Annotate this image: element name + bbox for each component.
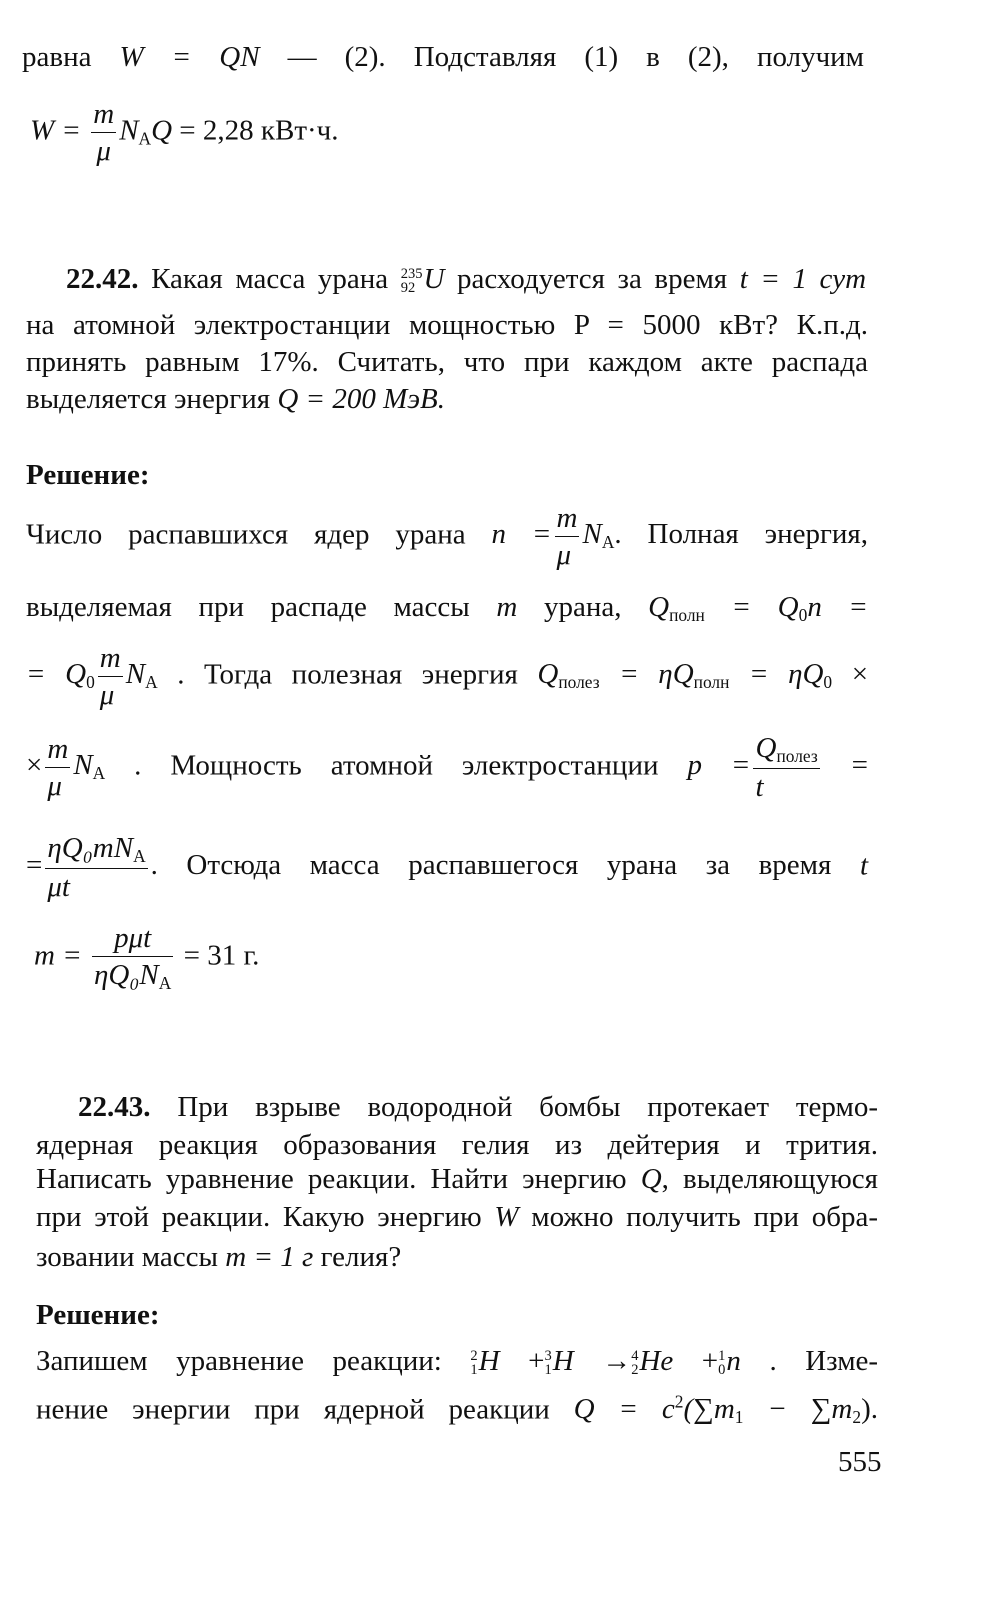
problem-22-43-line-1: 22.43. При взрыве водородной бомбы протекает термо- [78, 1091, 878, 1123]
problem-number: 22.42. [66, 263, 139, 295]
solution-line-1: Число распавшихся ядер урана n = $\frac{m}{\mu}$ $N_A$. Полная энергия, [26, 500, 868, 574]
solution-line-4: × $\frac{m}{\mu}$ $N_A$ . Мощность атомной электростанции p = $\frac{Q_{полез}}{t}$ = [26, 730, 868, 805]
solution-line-3: = $Q_0$ $\frac{m}{\mu}$ $N_A$ . Тогда полезная энергия $Q_{полез} = \eta Q_{полн} = \eta Q_0$ × [26, 640, 868, 714]
top-line-1 [22, 40, 864, 75]
top-line-2: W = $\frac{m}{\mu}$ $N_AQ = 2,28$ кВт·ч. [30, 96, 339, 170]
solution-heading: Решение: [26, 459, 150, 491]
isotope-u235: 235 92 U [400, 263, 445, 297]
problem-22-42-line-3: принять равным 17%. Считать, что при каждом акте распада [26, 346, 868, 378]
fraction-m-mu: $\frac{m}{\mu}$ [93, 98, 115, 168]
problem-22-43-line-3: Написать уравнение реакции. Найти энергию Q, выделяющуюся [36, 1163, 879, 1195]
problem-22-42-line-2: на атомной электростанции мощностью P = 5000 кВт? К.п.д. [26, 309, 869, 341]
page-number: 555 [838, 1446, 882, 1478]
fraction-qpolez-t: $\frac{Q_{полез}}{t}$ [755, 732, 818, 803]
energy-formula: $Q = c^2(\sum m_1 - \sum m_2)$. [573, 1392, 878, 1428]
reaction-equation: 2 1 H + 3 1 H → 4 2 He + 1 0 n [470, 1345, 741, 1379]
solution-line-2: выделяемая при распаде массы m урана, $Q_{полн} = Q_0n$ = [26, 591, 869, 626]
mass-result: = 31 г. [183, 939, 260, 972]
problem-22-42-line-4: выделяется энергия Q = 200 МэВ. [26, 383, 445, 415]
fraction-m-mu: $\frac{m}{\mu}$ [47, 732, 69, 803]
solution-heading: Решение: [36, 1299, 160, 1331]
fraction-power: $\frac{\eta Q_0mN_A}{\mu t}$ [47, 832, 146, 903]
solution-2-line-1: Запишем уравнение реакции: 2 1 H + 3 1 H → 4 2 He + 1 0 n . Изме- [36, 1345, 879, 1379]
solution-line-6: m = $\frac{\text{pμt}}{\eta Q_0N_A}$ = 31 г. [34, 922, 260, 994]
formula-w-qn: W = QN [119, 41, 260, 73]
solution-2-line-2: нение энергии при ядерной реакции $Q = c^2(\sum m_1 - \sum m_2)$. [36, 1392, 878, 1428]
fraction-mass: $\frac{\text{pμt}}{\eta Q_0N_A}$ [94, 922, 172, 994]
problem-number: 22.43. [78, 1091, 151, 1123]
solution-line-5: = $\frac{\eta Q_0mN_A}{\mu t}$ . Отсюда масса распавшегося урана за время t [26, 830, 868, 905]
top-word: равна [22, 41, 92, 73]
energy-value: = 2,28 кВт·ч. [179, 114, 339, 147]
top-text: — (2). Подставляя (1) в (2), получим [287, 41, 865, 73]
problem-22-43-line-5: зовании массы m = 1 г гелия? [36, 1241, 402, 1273]
fraction-m-mu: $\frac{m}{\mu}$ [99, 642, 121, 712]
problem-22-43-line-4: при этой реакции. Какую энергию W можно получить при обра- [36, 1201, 879, 1233]
problem-22-43-line-2: ядерная реакция образования гелия из дейтерия и трития. [36, 1129, 878, 1161]
formula-w-lhs: W = [30, 114, 81, 147]
fraction-m-mu: $\frac{m}{\mu}$ [556, 502, 578, 572]
problem-22-42-line-1: 22.42. Какая масса урана 235 92 U расходуется за время t = 1 сут [66, 263, 867, 297]
